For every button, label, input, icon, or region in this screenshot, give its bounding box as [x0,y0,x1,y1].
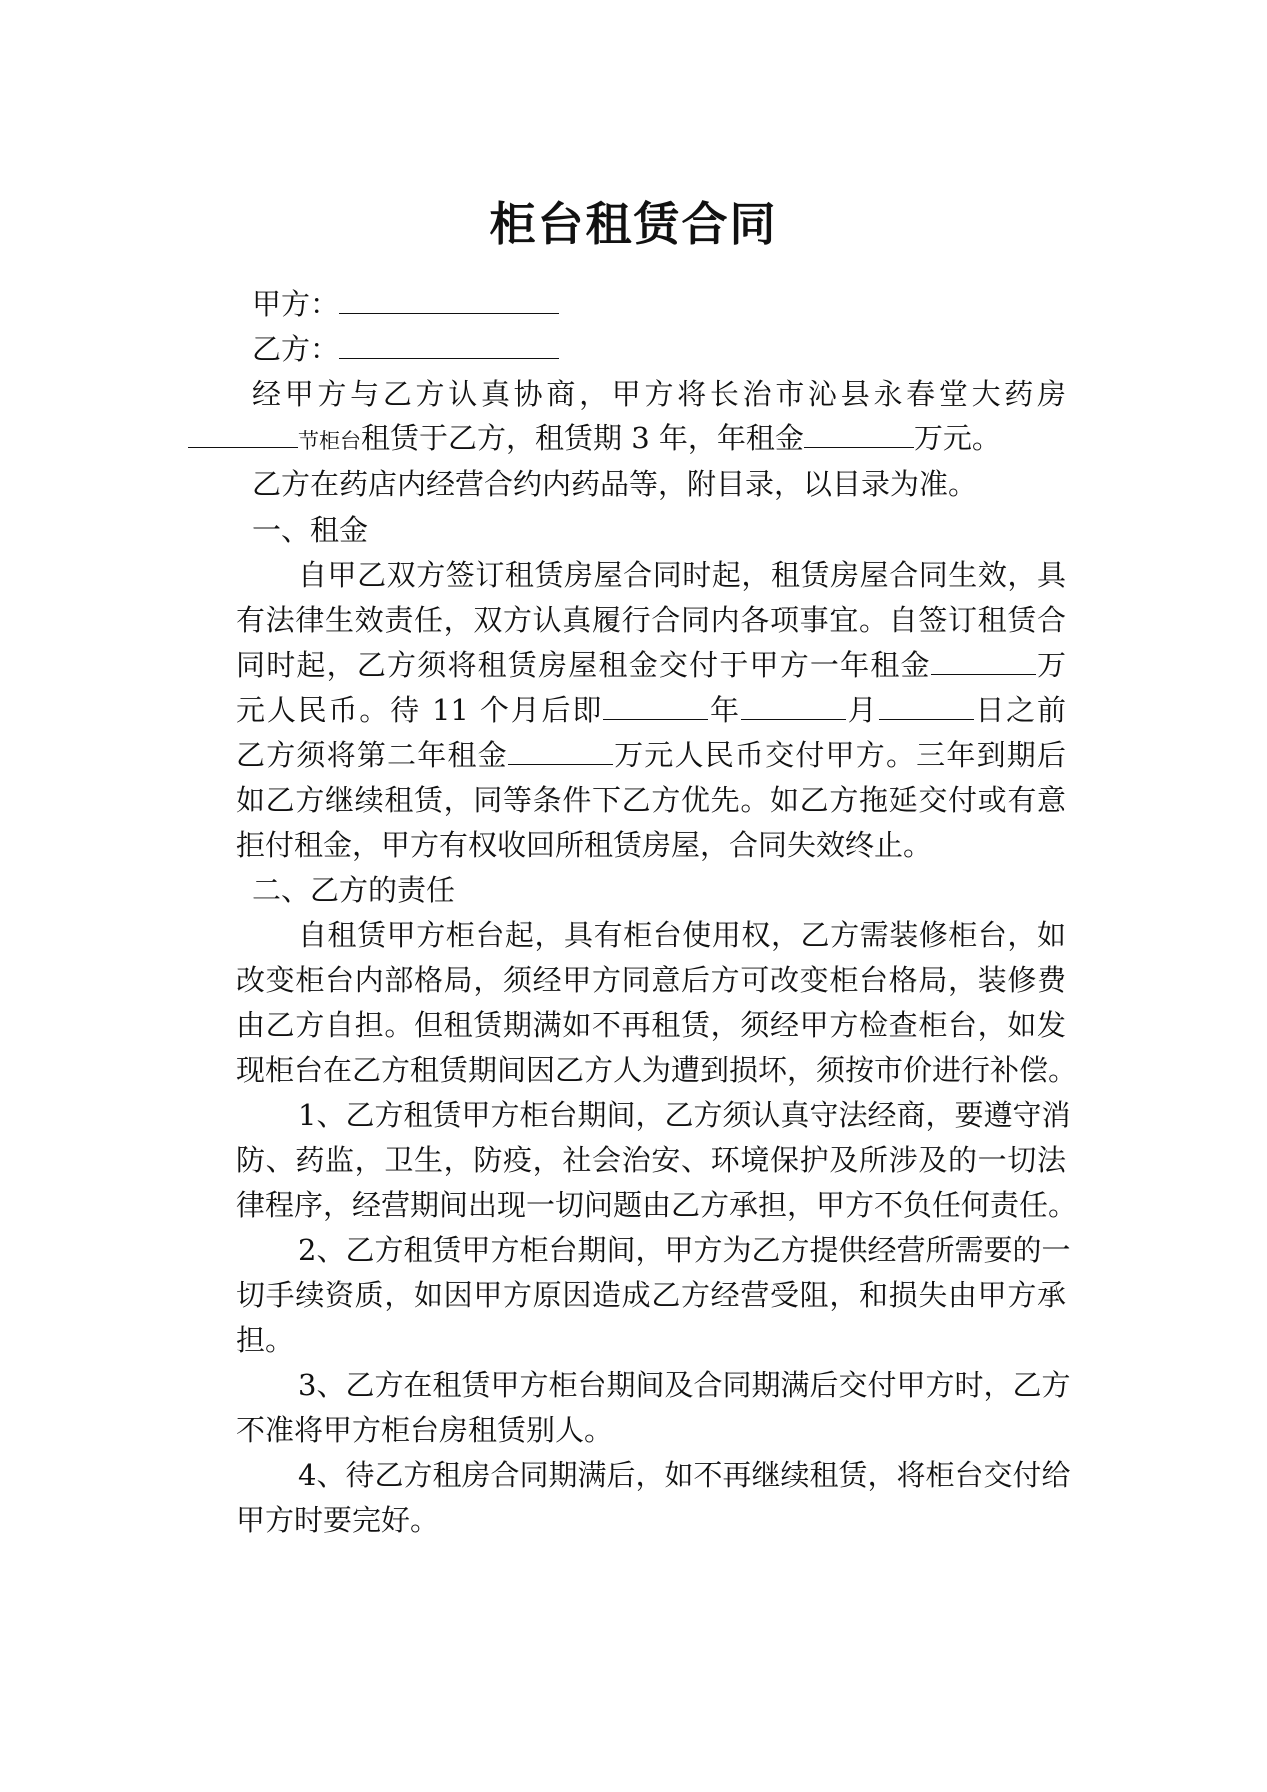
party-b-label: 乙方： [252,332,340,366]
s1-line-4 [236,688,1066,732]
intro-line-3: 乙方在药店内经营合约内药品等，附目录，以目录为准。 [252,467,978,501]
party-a-blank [339,283,559,314]
party-a-label: 甲方： [252,287,340,321]
month-blank [741,689,846,720]
s1-line-3-unit: 万 [1035,648,1066,682]
year-label: 年 [708,693,741,727]
counter-unit: 节柜台 [298,429,361,453]
s1-line-5-text: 乙方须将第二年租金 [236,738,508,772]
first-year-rent-blank [931,644,1036,675]
counter-count-blank [188,417,298,448]
s1-line-1: 自甲乙双方签订租赁房屋合同时起，租赁房屋合同生效，具 [298,558,1066,592]
day-label: 日之前 [973,693,1066,727]
second-year-rent-blank [508,734,613,765]
item-1-line-3: 律程序，经营期间出现一切问题由乙方承担，甲方不负任何责任。 [236,1188,1078,1222]
item-1-line-2: 防、药监，卫生，防疫，社会治安、环境保护及所涉及的一切法 [236,1143,1066,1177]
item-3-line-2: 不准将甲方柜台房租赁别人。 [236,1413,614,1447]
item-4-line-1: 4、待乙方租房合同期满后，如不再继续租赁，将柜台交付给 [298,1458,1071,1492]
s2-line-4: 现柜台在乙方租赁期间因乙方人为遭到损坏，须按市价进行补偿。 [236,1053,1078,1087]
month-label: 月 [845,693,879,727]
document-title: 柜台租赁合同 [489,197,778,251]
s1-line-5 [236,733,1066,777]
party-b-line [252,327,559,371]
s1-line-4-text: 元人民币。待 11 个月后即 [236,693,604,727]
intro-line-2 [188,416,1001,463]
item-3-line-1: 3、乙方在租赁甲方柜台期间及合同期满后交付甲方时，乙方 [298,1368,1071,1402]
s2-line-1: 自租赁甲方柜台起，具有柜台使用权，乙方需装修柜台，如 [298,918,1066,952]
s2-line-2: 改变柜台内部格局，须经甲方同意后方可改变柜台格局，装修费 [236,963,1066,997]
s1-line-7: 拒付租金，甲方有权收回所租赁房屋，合同失效终止。 [236,828,933,862]
s2-line-3: 由乙方自担。但租赁期满如不再租赁，须经甲方检查柜台，如发 [236,1008,1066,1042]
intro-line-2-end: 万元。 [913,421,1001,455]
intro-line-1: 经甲方与乙方认真协商，甲方将长治市沁县永春堂大药房 [252,377,1066,411]
s1-line-6: 如乙方继续租赁，同等条件下乙方优先。如乙方拖延交付或有意 [236,783,1066,817]
annual-rent-blank [804,417,914,448]
year-blank [603,689,708,720]
item-2-line-1: 2、乙方租赁甲方柜台期间，甲方为乙方提供经营所需要的一 [298,1233,1071,1267]
item-4-line-2: 甲方时要完好。 [236,1503,440,1537]
party-b-blank [339,328,559,359]
s1-line-3-text: 同时起，乙方须将租赁房屋租金交付于甲方一年租金 [236,648,931,682]
item-1-line-1: 1、乙方租赁甲方柜台期间，乙方须认真守法经商，要遵守消 [298,1098,1071,1132]
s1-line-5-end: 万元人民币交付甲方。三年到期后 [612,738,1066,772]
s1-line-2: 有法律生效责任，双方认真履行合同内各项事宜。自签订租赁合 [236,603,1066,637]
s1-line-3 [236,643,1066,687]
day-blank [879,689,974,720]
section-2-heading: 二、乙方的责任 [252,873,456,907]
section-1-heading: 一、租金 [252,513,369,547]
intro-line-2-text: 租赁于乙方，租赁期 3 年，年租金 [361,421,804,455]
party-a-line [252,282,559,326]
item-2-line-2: 切手续资质，如因甲方原因造成乙方经营受阻，和损失由甲方承 [236,1278,1066,1312]
item-2-line-3: 担。 [236,1323,295,1357]
